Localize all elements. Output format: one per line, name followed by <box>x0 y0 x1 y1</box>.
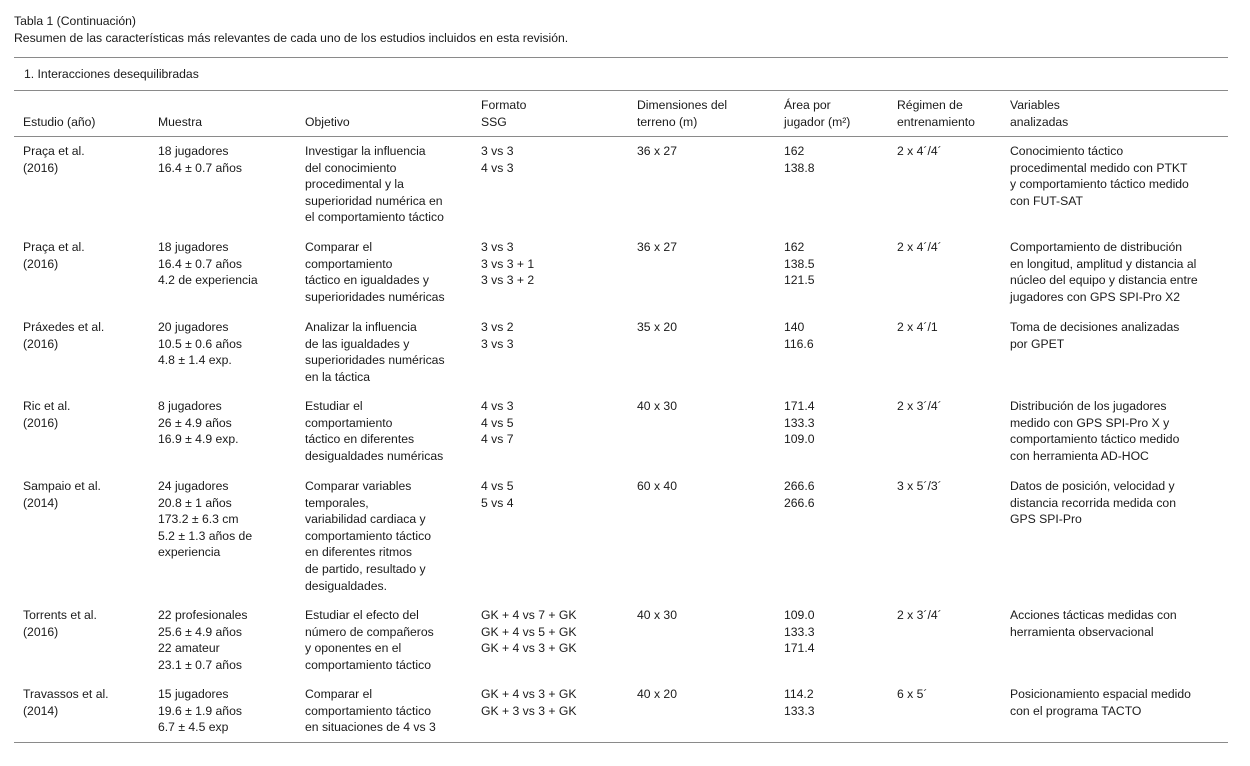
cell-study: Sampaio et al. (2014) <box>23 479 101 510</box>
top-rule <box>14 57 1228 58</box>
cell-area-per-player: 109.0 133.3 171.4 <box>784 608 815 656</box>
cell-format: GK + 4 vs 3 + GK GK + 3 vs 3 + GK <box>481 687 577 718</box>
cell-training-regime: 3 x 5´/3´ <box>897 479 942 493</box>
cell-variables: Comportamiento de distribución en longitud, amplitud y distancia al núcleo del equipo y distancia entre jugadores con GPS SPI-Pro X2 <box>1010 240 1198 304</box>
column-header-area-per-player: Área por jugador (m²) <box>784 98 851 129</box>
cell-sample: 8 jugadores 26 ± 4.9 años 16.9 ± 4.9 exp. <box>158 399 239 447</box>
cell-objective: Comparar el comportamiento táctico en igualdades y superioridades numéricas <box>305 240 445 304</box>
cell-objective: Comparar el comportamiento táctico en situaciones de 4 vs 3 <box>305 687 436 735</box>
cell-training-regime: 2 x 4´/4´ <box>897 240 942 254</box>
cell-variables: Conocimiento táctico procedimental medido con PTKT y comportamiento táctico medido con FUT-SAT <box>1010 144 1189 208</box>
column-header-study: Estudio (año) <box>23 114 96 129</box>
cell-variables: Distribución de los jugadores medido con GPS SPI-Pro X y comportamiento táctico medido con herramienta AD-HOC <box>1010 399 1180 463</box>
cell-objective: Estudiar el comportamiento táctico en diferentes desigualdades numéricas <box>305 399 444 463</box>
cell-training-regime: 2 x 4´/1 <box>897 320 938 334</box>
cell-field-size: 36 x 27 <box>637 144 677 158</box>
column-header-objective: Objetivo <box>305 114 350 129</box>
cell-sample: 15 jugadores 19.6 ± 1.9 años 6.7 ± 4.5 exp <box>158 687 242 735</box>
cell-sample: 20 jugadores 10.5 ± 0.6 años 4.8 ± 1.4 exp. <box>158 320 242 368</box>
cell-sample: 18 jugadores 16.4 ± 0.7 años 4.2 de experiencia <box>158 240 258 288</box>
cell-area-per-player: 266.6 266.6 <box>784 479 815 510</box>
cell-study: Torrents et al. (2016) <box>23 608 97 639</box>
cell-field-size: 36 x 27 <box>637 240 677 254</box>
cell-format: GK + 4 vs 7 + GK GK + 4 vs 5 + GK GK + 4 vs 3 + GK <box>481 608 577 656</box>
cell-study: Práxedes et al. (2016) <box>23 320 105 351</box>
cell-objective: Analizar la influencia de las igualdades y superioridades numéricas en la táctica <box>305 320 445 384</box>
section-rule <box>14 90 1228 91</box>
header-rule <box>14 136 1228 137</box>
cell-format: 3 vs 3 3 vs 3 + 1 3 vs 3 + 2 <box>481 240 535 288</box>
cell-study: Travassos et al. (2014) <box>23 687 109 718</box>
cell-sample: 18 jugadores 16.4 ± 0.7 años <box>158 144 242 175</box>
cell-variables: Acciones tácticas medidas con herramienta observacional <box>1010 608 1177 639</box>
column-header-training-regime: Régimen de entrenamiento <box>897 98 975 129</box>
cell-format: 4 vs 5 5 vs 4 <box>481 479 514 510</box>
cell-area-per-player: 171.4 133.3 109.0 <box>784 399 815 447</box>
cell-format: 3 vs 2 3 vs 3 <box>481 320 514 351</box>
cell-sample: 24 jugadores 20.8 ± 1 años 173.2 ± 6.3 cm 5.2 ± 1.3 años de experiencia <box>158 479 253 560</box>
cell-training-regime: 2 x 3´/4´ <box>897 608 942 622</box>
column-header-format: Formato SSG <box>481 98 527 129</box>
cell-area-per-player: 140 116.6 <box>784 320 814 351</box>
column-header-sample: Muestra <box>158 114 203 129</box>
table-caption <box>14 13 568 46</box>
table-title: Tabla 1 (Continuación) <box>14 14 136 28</box>
cell-variables: Datos de posición, velocidad y distancia recorrida medida con GPS SPI-Pro <box>1010 479 1176 527</box>
cell-training-regime: 6 x 5´ <box>897 687 928 701</box>
cell-area-per-player: 162 138.5 121.5 <box>784 240 815 288</box>
cell-training-regime: 2 x 3´/4´ <box>897 399 942 413</box>
cell-field-size: 40 x 30 <box>637 608 677 622</box>
cell-field-size: 40 x 30 <box>637 399 677 413</box>
cell-field-size: 60 x 40 <box>637 479 677 493</box>
cell-objective: Estudiar el efecto del número de compañeros y oponentes en el comportamiento táctico <box>305 608 434 672</box>
section-heading: 1. Interacciones desequilibradas <box>24 67 199 81</box>
cell-field-size: 40 x 20 <box>637 687 677 701</box>
cell-study: Praça et al. (2016) <box>23 240 85 271</box>
cell-area-per-player: 114.2 133.3 <box>784 687 815 718</box>
table-subtitle: Resumen de las características más relevantes de cada uno de los estudios incluidos en esta revisión. <box>14 30 569 45</box>
cell-study: Praça et al. (2016) <box>23 144 85 175</box>
cell-variables: Toma de decisiones analizadas por GPET <box>1010 320 1180 351</box>
cell-study: Ric et al. (2016) <box>23 399 71 430</box>
cell-training-regime: 2 x 4´/4´ <box>897 144 942 158</box>
bottom-rule <box>14 742 1228 743</box>
cell-area-per-player: 162 138.8 <box>784 144 815 175</box>
cell-field-size: 35 x 20 <box>637 320 677 334</box>
cell-format: 4 vs 3 4 vs 5 4 vs 7 <box>481 399 514 447</box>
column-header-field-size: Dimensiones del terreno (m) <box>637 98 728 129</box>
cell-sample: 22 profesionales 25.6 ± 4.9 años 22 amateur 23.1 ± 0.7 años <box>158 608 248 672</box>
cell-format: 3 vs 3 4 vs 3 <box>481 144 514 175</box>
cell-objective: Investigar la influencia del conocimiento procedimental y la superioridad numérica en el comportamiento táctico <box>305 144 444 225</box>
cell-objective: Comparar variables temporales, variabilidad cardiaca y comportamiento táctico en diferentes ritmos de partido, resultado y desigualdades. <box>305 479 431 593</box>
column-header-variables: Variables analizadas <box>1010 98 1069 129</box>
cell-variables: Posicionamiento espacial medido con el programa TACTO <box>1010 687 1191 718</box>
